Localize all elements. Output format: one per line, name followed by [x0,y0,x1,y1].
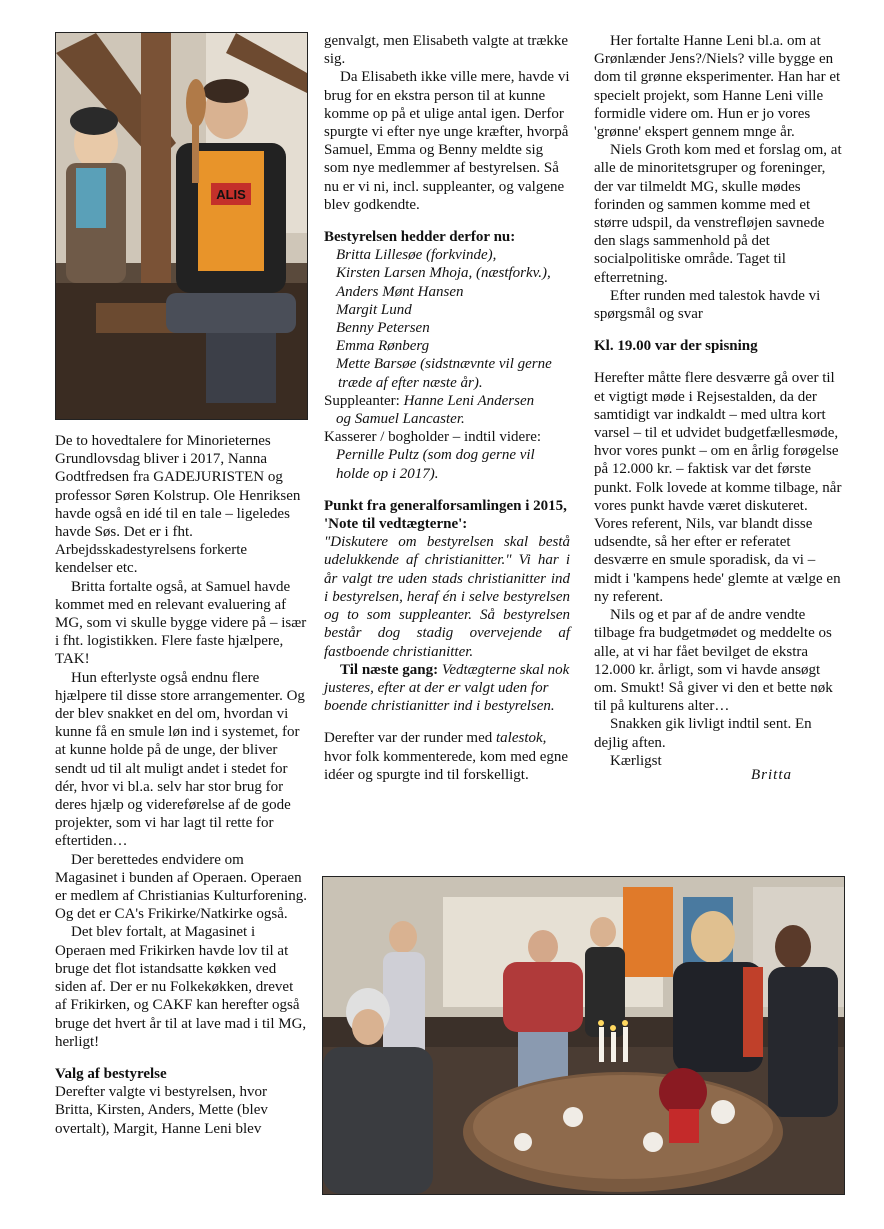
list-item: Anders Mønt Hansen [336,283,464,300]
section-heading: Bestyrelsen hedder derfor nu: [324,229,516,246]
text: talestok, [496,730,547,747]
paragraph: Det blev fortalt, at Magasinet i Operaen med Frikirken havde lov til at bruge det flot istandsatte køkken ved siden af. Der er nu Folkekøkken, drevet af Frikirken, og CAKF kan herefter også bruge det hvert år til at lave mad i til MG, herligt! [55,924,307,1050]
list-item: Britta Lillesøe (forkvinde), [336,247,497,264]
next-text: Vedtægterne skal nok justeres, efter at der er valgt uden for boende christianitter ind i bestyrelsen. [324,661,570,715]
list-item: Mette Barsøe (sidstnævnte vil gerne [336,356,552,373]
list-item [324,392,570,410]
list-item: Kasserer / bogholder – indtil videre: [324,429,542,446]
section-heading: Punkt fra generalforsamlingen i 2015, 'Note til vedtægterne': [324,497,567,533]
section-heading: Valg af bestyrelse [55,1065,167,1082]
list-item: Emma Rønberg [336,338,430,355]
paragraph [324,661,570,716]
column-3 [594,32,844,784]
paragraph: Efter runden med talestok havde vi spørgsmål og svar [594,287,821,323]
supp-label: Suppleanter: [324,392,400,409]
paragraph: De to hovedtalere for Minorieternes Grundlovsdag bliver i 2017, Nanna Godtfredsen fra GADEJURISTEN og professor Søren Kolstrup. Ole Henriksen havde også en idé til en tale – ligeledes havde Søs. Det er i fht. Arbejdsskadestyrelsens forkerte kendelser etc. [55,433,301,577]
list-item: og Samuel Lancaster. [336,411,465,428]
paragraph: Snakken gik livligt indtil sent. En dejlig aften. [594,716,812,751]
photo-speakers [55,32,308,420]
text: Derefter var der runder med [324,730,493,747]
closing: Kærligst [610,752,662,769]
list-item: Pernille Pultz (som dog gerne vil [336,447,535,464]
list-item: Benny Petersen [336,320,430,337]
column-1 [55,432,307,1138]
list-item: træde af efter næste år). [338,374,483,391]
quote: "Diskutere om bestyrelsen skal bestå udelukkende af christianitter." Vi har i år valgt tre uden stads christianitter ind i bestyrelsen, heraf én i selve bestyrelsen og to som suppleanter. Så bestyrelsen består dog stadig overvejende af fastboende christianitter. [324,534,570,660]
paragraph: Derefter valgte vi bestyrelsen, hvor Britta, Kirsten, Anders, Mette (blev overtalt), Margit, Hanne Leni blev [55,1084,268,1137]
signature: Britta [750,766,792,783]
paragraph [324,729,570,784]
section-heading: Kl. 19.00 var der spisning [594,338,758,355]
paragraph: Da Elisabeth ikke ville mere, havde vi brug for en ekstra person til at kunne komme op på et ulige antal igen. Derfor spurgte vi efter nye unge kræfter, hvorpå Samuel, Emma og Benny meldte sig som nye medlemmer af bestyrelsen. Så nu er vi ni, incl. suppleanter, og valgene blev godkendte. [324,69,570,213]
shirt-text: ALIS [216,187,246,202]
paragraph: Her fortalte Hanne Leni bl.a. om at Grønlænder Jens?/Niels? ville bygge en dom til grønne eksperimenter. Han har et specielt projekt, som Hanne Leni ville formidle videre om. Hun er jo vores 'grønne' ekspert gennem mnge år. [594,33,841,141]
paragraph: Britta fortalte også, at Samuel havde kommet med en relevant evaluering af MG, som vi skulle bygge videre på – især i fht. logistikken. Flere faste hjælpere, TAK! [55,578,307,668]
paragraph: Herefter måtte flere desværre gå over til et vigtigt møde i Rejsestalden, da der samtidigt var indkaldt – med ultra kort varsel – til et udvidet budgetfællesmøde, hvor vores punkt – om en årlig forøgelse på 12.000 kr. – faktisk var det første punkt. Folk lovede at komme tilbage, når vores punkt havde været diskuteret. Vores referent, Nils, var blandt disse udsendte, så her efter er referatet desværre en smule sporadisk, da vi – midt i 'kampens hede' glemte at vælge en ny referent. [594,370,842,605]
paragraph: genvalgt, men Elisabeth valgte at trække sig. [324,33,569,68]
next-label: Til næste gang: [340,661,439,678]
list-item: holde op i 2017). [336,465,439,482]
photo-dinner [322,876,845,1195]
board-list [324,246,570,483]
paragraph: Hun efterlyste også endnu flere hjælpere til disse store arrangementer. Og der blev snakket en del om, hvordan vi kunne få en smule løn ind i systemet, for at kunne holde på de unge, der bliver sendt ud til alt muligt andet i stedet for dér, hvor vi bl.a. selv har stor brug for deres hjælp og videreførelse af de gode projekter, som vi har lagt til rette for eftertiden… [55,669,305,850]
column-2 [324,32,570,784]
text: hvor folk kommenterede, kom med egne idéer og spurgte ind til forskelligt. [324,748,569,783]
list-item: Margit Lund [336,301,412,318]
paragraph: Niels Groth kom med et forslag om, at alle de minoritetsgruper og foreninger, der var tilmeldt MG, skulle mødes forinden og sammen komme med et større udspil, da venstrefløjen savnede den slags sammenhold på det socialpolitiske område. Taget til efterretning. [594,142,842,286]
paragraph: Der berettedes endvidere om Magasinet i bunden af Operaen. Operaen er medlem af Christianias Kulturforening. Og det er CA's Frikirke/Natkirke også. [55,851,308,923]
paragraph: Nils og et par af de andre vendte tilbage fra budgetmødet og meddelte os alle, at vi har fået bevilget de ekstra 12.000 kr. årligt, som vi havde ansøgt om. Smukt! Så giver vi den et bette nøk til på kulturens alter… [594,607,833,715]
supp-names: Hanne Leni Andersen [403,392,535,409]
list-item: Kirsten Larsen Mhoja, (næstforkv.), [336,265,551,282]
